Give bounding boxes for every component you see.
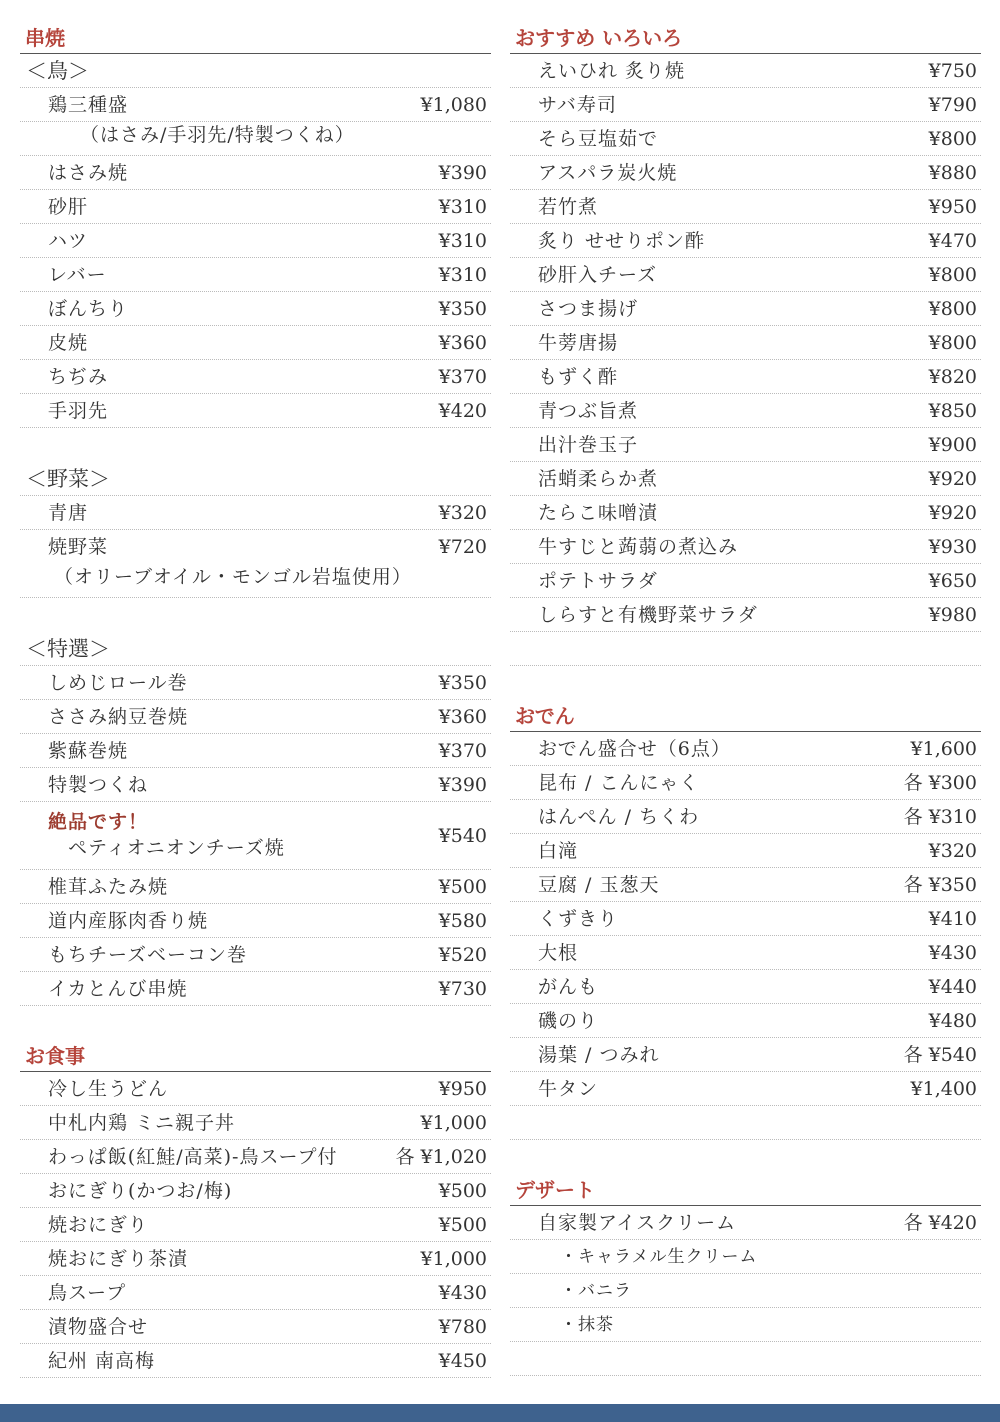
item-name: レバー [48,264,107,286]
item-name: 白滝 [538,840,579,862]
menu-item [510,936,981,970]
menu-item [20,292,491,326]
item-name: もずく酢 [538,366,619,388]
item-price: ¥430 [438,1282,487,1304]
spacer [510,1342,981,1376]
item-note: （オリーブオイル・モンゴル岩塩使用） [20,564,491,598]
item-name: 皮焼 [48,332,89,354]
menu-item [510,564,981,598]
item-price: 各 ¥540 [903,1044,977,1066]
item-price: ¥780 [438,1316,487,1338]
item-price: ¥430 [928,942,977,964]
item-price: ¥850 [928,400,977,422]
item-price: ¥410 [928,908,977,930]
menu-item [510,834,981,868]
item-name: アスパラ炭火焼 [538,162,678,184]
menu-item [20,1174,491,1208]
item-price: ¥750 [928,60,977,82]
menu-item [20,1106,491,1140]
item-price: 各 ¥1,020 [395,1146,487,1168]
menu-item [510,122,981,156]
menu-item [510,190,981,224]
menu-item [20,1310,491,1344]
item-name: 砂肝 [48,196,89,218]
menu-item [510,902,981,936]
menu-item [510,800,981,834]
featured-menu-item [20,802,491,870]
menu-item [510,394,981,428]
item-name: おでん盛合せ（6点） [538,738,731,760]
item-price: ¥1,000 [420,1112,487,1134]
menu-item [510,88,981,122]
menu-item [20,88,491,122]
subsection-title-tokusen: ＜特選＞ [20,632,491,666]
item-price: ¥500 [438,1180,487,1202]
item-price: ¥320 [438,502,487,524]
menu-item [20,394,491,428]
menu-item [510,462,981,496]
item-price: ¥320 [928,840,977,862]
menu-item [20,1208,491,1242]
item-name: 砂肝入チーズ [538,264,658,286]
item-price: ¥820 [928,366,977,388]
item-price: ¥540 [438,825,487,847]
item-price: ¥1,000 [420,1248,487,1270]
item-name: 牛蒡唐揚 [538,332,619,354]
spacer [20,598,491,632]
item-price: ¥720 [438,536,487,558]
menu-item [510,1206,981,1240]
menu-item [20,530,491,564]
item-price: ¥920 [928,468,977,490]
item-name: 紀州 南高梅 [48,1350,156,1372]
item-name: もちチーズベーコン巻 [48,944,248,966]
item-price: ¥440 [928,976,977,998]
menu-item [20,1276,491,1310]
item-price: ¥980 [928,604,977,626]
menu-item [510,530,981,564]
section-title-shokuji: お食事 [20,1040,491,1072]
item-name: サバ寿司 [538,94,617,116]
item-price: ¥360 [438,332,487,354]
item-name: 椎茸ふたみ焼 [48,876,169,898]
menu-item [510,326,981,360]
item-price: ¥1,600 [910,738,977,760]
item-price: ¥730 [438,978,487,1000]
item-price: ¥800 [928,128,977,150]
menu-item [20,326,491,360]
item-price: ¥900 [928,434,977,456]
featured-highlight: 絶品です！ [48,811,149,833]
spacer [20,428,491,462]
item-price: ¥800 [928,298,977,320]
item-name: 冷し生うどん [48,1078,169,1100]
dessert-flavor: ・バニラ [510,1274,981,1308]
item-name: ぼんちり [48,298,129,320]
item-price: ¥390 [438,774,487,796]
item-name: 豆腐 / 玉葱天 [538,874,660,896]
item-price: ¥310 [438,264,487,286]
item-name: さつま揚げ [538,298,639,320]
item-price: ¥500 [438,1214,487,1236]
menu-item [510,54,981,88]
item-name: がんも [538,976,599,998]
menu-item [20,1242,491,1276]
item-price: ¥650 [928,570,977,592]
item-name: しめじロール巻 [48,672,188,694]
item-name: 鶏三種盛 [48,94,129,116]
item-name: 特製つくね [48,774,149,796]
item-name: 道内産豚肉香り焼 [48,910,209,932]
item-price: 各 ¥350 [903,874,977,896]
item-name: 手羽先 [48,400,109,422]
item-price: ¥950 [928,196,977,218]
item-price: ¥800 [928,264,977,286]
item-name: 焼野菜 [48,536,109,558]
menu-item [20,1140,491,1174]
item-name: 焼おにぎり [48,1214,149,1236]
item-name: おにぎり(かつお/梅) [48,1180,233,1202]
item-name: はさみ焼 [48,162,129,184]
item-price: ¥450 [438,1350,487,1372]
menu-item [20,360,491,394]
menu-item [510,156,981,190]
item-name: 中札内鶏 ミニ親子丼 [48,1112,236,1134]
menu-item [510,360,981,394]
menu-item [510,766,981,800]
menu-item [20,870,491,904]
spacer [510,1140,981,1174]
item-price: ¥520 [438,944,487,966]
menu-item [510,1072,981,1106]
item-price: ¥350 [438,672,487,694]
item-price: ¥360 [438,706,487,728]
item-name: 焼おにぎり茶漬 [48,1248,189,1270]
footer-bar [0,1404,1000,1422]
section-title-oden: おでん [510,700,981,732]
dessert-flavor: ・キャラメル生クリーム [510,1240,981,1274]
item-price: ¥930 [928,536,977,558]
menu-item [20,904,491,938]
item-price: 各 ¥420 [903,1212,977,1234]
subsection-title-yasai: ＜野菜＞ [20,462,491,496]
item-price: ¥370 [438,366,487,388]
menu-item [510,1004,981,1038]
menu-item [20,938,491,972]
menu-item [510,598,981,632]
menu-item [20,972,491,1006]
menu-item [20,224,491,258]
item-name: ハツ [48,230,89,252]
item-price: ¥480 [928,1010,977,1032]
item-name: 昆布 / こんにゃく [538,772,700,794]
menu-item [20,734,491,768]
item-price: ¥310 [438,196,487,218]
item-price: 各 ¥310 [903,806,977,828]
item-name: えいひれ 炙り焼 [538,60,686,82]
item-name: 自家製アイスクリーム [538,1212,737,1234]
item-price: ¥950 [438,1078,487,1100]
menu-item [20,768,491,802]
menu-item [20,1072,491,1106]
section-title-osusume: おすすめ いろいろ [510,22,981,54]
item-name: 湯葉 / つみれ [538,1044,660,1066]
item-name: 鳥スープ [48,1282,127,1304]
item-name: 出汁巻玉子 [538,434,639,456]
section-title-kushiyaki: 串焼 [20,22,491,54]
item-price: 各 ¥300 [903,772,977,794]
menu-item [20,666,491,700]
item-name: 磯のり [538,1010,599,1032]
menu-item [20,700,491,734]
item-price: ¥790 [928,94,977,116]
item-name: ちぢみ [48,366,109,388]
item-price: ¥880 [928,162,977,184]
item-name: ペティオニオンチーズ焼 [68,837,285,859]
item-price: ¥800 [928,332,977,354]
menu-item [510,868,981,902]
item-price: ¥390 [438,162,487,184]
menu-item [510,732,981,766]
menu-item [20,156,491,190]
item-price: ¥580 [438,910,487,932]
subsection-title-tori: ＜鳥＞ [20,54,491,88]
menu-item [20,190,491,224]
item-price: ¥500 [438,876,487,898]
spacer [510,1106,981,1140]
item-name: 活蛸柔らか煮 [538,468,659,490]
item-price: ¥920 [928,502,977,524]
item-name: ささみ納豆巻焼 [48,706,189,728]
item-name: 牛すじと蒟蒻の煮込み [538,536,739,558]
menu-item [20,258,491,292]
item-name: 漬物盛合せ [48,1316,149,1338]
menu-item [510,292,981,326]
item-name: イカとんび串焼 [48,978,188,1000]
item-price: ¥420 [438,400,487,422]
spacer [510,666,981,700]
menu-item [510,1038,981,1072]
item-price: ¥350 [438,298,487,320]
item-name: はんぺん / ちくわ [538,806,700,828]
item-name: ポテトサラダ [538,570,658,592]
menu-item [510,258,981,292]
item-name: 炙り せせりポン酢 [538,230,706,252]
item-price: ¥1,400 [910,1078,977,1100]
menu-item [510,428,981,462]
item-name: しらすと有機野菜サラダ [538,604,758,626]
item-price: ¥370 [438,740,487,762]
item-price: ¥310 [438,230,487,252]
menu-item [510,224,981,258]
menu-item [510,496,981,530]
item-name: 牛タン [538,1078,599,1100]
spacer [510,632,981,666]
menu-item [510,970,981,1004]
item-name: わっぱ飯(紅鮭/高菜)-鳥スープ付 [48,1146,338,1168]
menu-item [20,496,491,530]
item-price: ¥1,080 [420,94,487,116]
menu-item [20,1344,491,1378]
item-name: たらこ味噌漬 [538,502,659,524]
dessert-flavor: ・抹茶 [510,1308,981,1342]
item-name: 青唐 [48,502,89,524]
item-name: くずきり [538,908,619,930]
item-price: ¥470 [928,230,977,252]
item-note: （はさみ/手羽先/特製つくね） [20,122,491,156]
item-name: そら豆塩茹で [538,128,659,150]
item-name: 紫蘇巻焼 [48,740,129,762]
spacer [20,1006,491,1040]
left-column [20,22,491,1378]
item-name: 青つぶ旨煮 [538,400,639,422]
item-name: 若竹煮 [538,196,599,218]
right-column [510,22,981,1376]
section-title-dessert: デザート [510,1174,981,1206]
item-name: 大根 [538,942,579,964]
